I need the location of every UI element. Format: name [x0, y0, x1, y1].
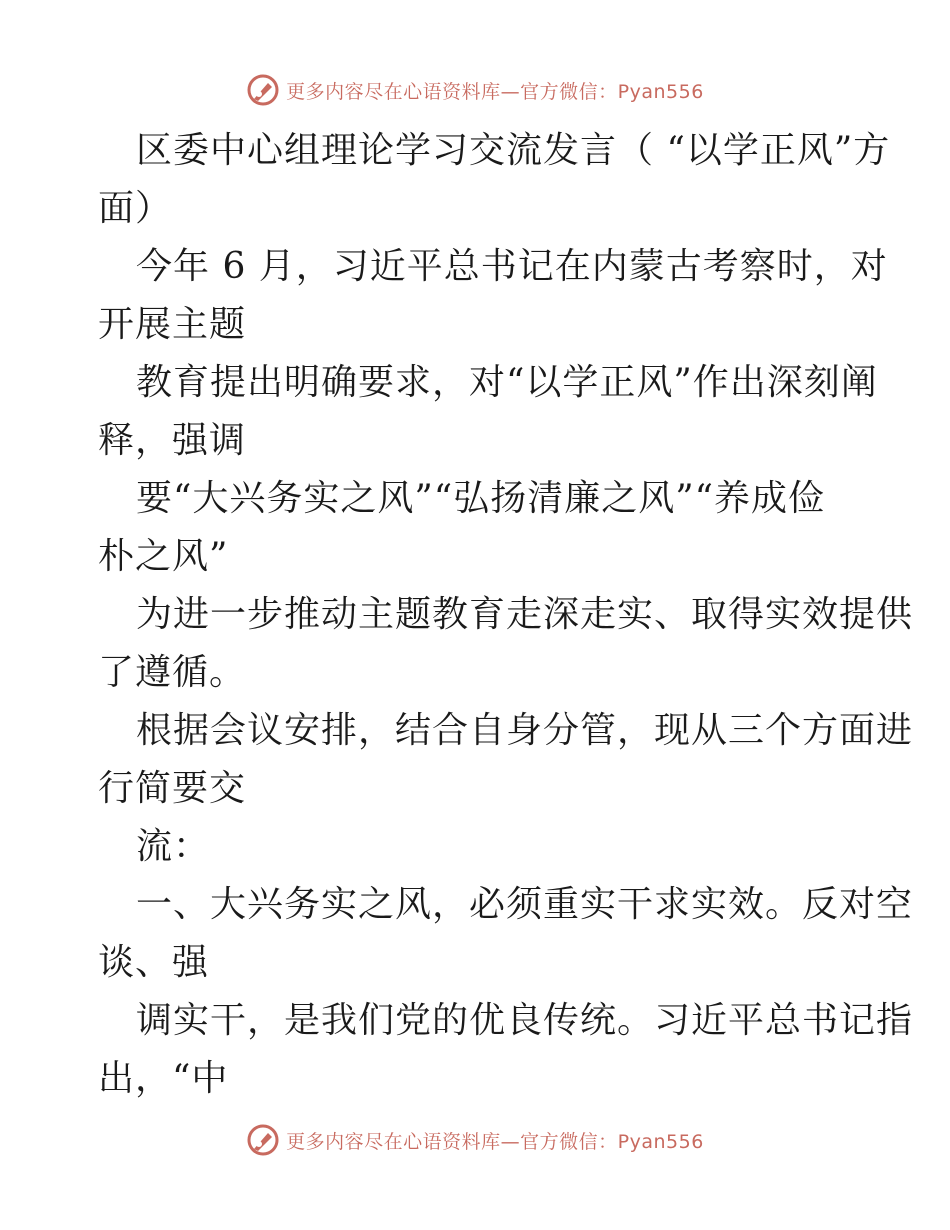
watermark-text: 更多内容尽在心语资料库—官方微信：Pyan556 — [286, 80, 704, 103]
text-line: 朴之风” — [98, 536, 229, 577]
text-line: 了遵循。 — [98, 652, 247, 693]
watermark-banner-top — [0, 70, 950, 110]
text-line: 行简要交 — [98, 768, 247, 809]
text-line: 教育提出明确要求，对“以学正风”作出深刻阐 — [136, 362, 878, 403]
text-line: 谈、强 — [98, 942, 210, 983]
pen-logo-icon — [246, 1123, 280, 1157]
watermark-text: 更多内容尽在心语资料库—官方微信：Pyan556 — [286, 1130, 704, 1153]
text-line: 调实干，是我们党的优良传统。习近平总书记指 — [136, 1000, 914, 1041]
pen-logo-icon — [246, 73, 280, 107]
text-line: 一、大兴务实之风，必须重实干求实效。反对空 — [136, 884, 914, 925]
text-line: 为进一步推动主题教育走深走实、取得实效提供 — [136, 594, 914, 635]
text-line: 今年 6 月，习近平总书记在内蒙古考察时，对 — [136, 246, 888, 287]
text-line: 流： — [136, 826, 211, 867]
text-line: 区委中心组理论学习交流发言（ “以学正风”方 — [136, 130, 891, 171]
text-line: 根据会议安排，结合自身分管，现从三个方面进 — [136, 710, 914, 751]
text-line: 面） — [98, 188, 173, 229]
watermark-banner-bottom — [0, 1120, 950, 1160]
text-line: 出，“中 — [98, 1058, 229, 1099]
text-line: 开展主题 — [98, 304, 247, 345]
document-body — [98, 122, 914, 1108]
text-line: 释，强调 — [98, 420, 247, 461]
text-line: 要“大兴务实之风”“弘扬清廉之风”“养成俭 — [136, 478, 826, 519]
